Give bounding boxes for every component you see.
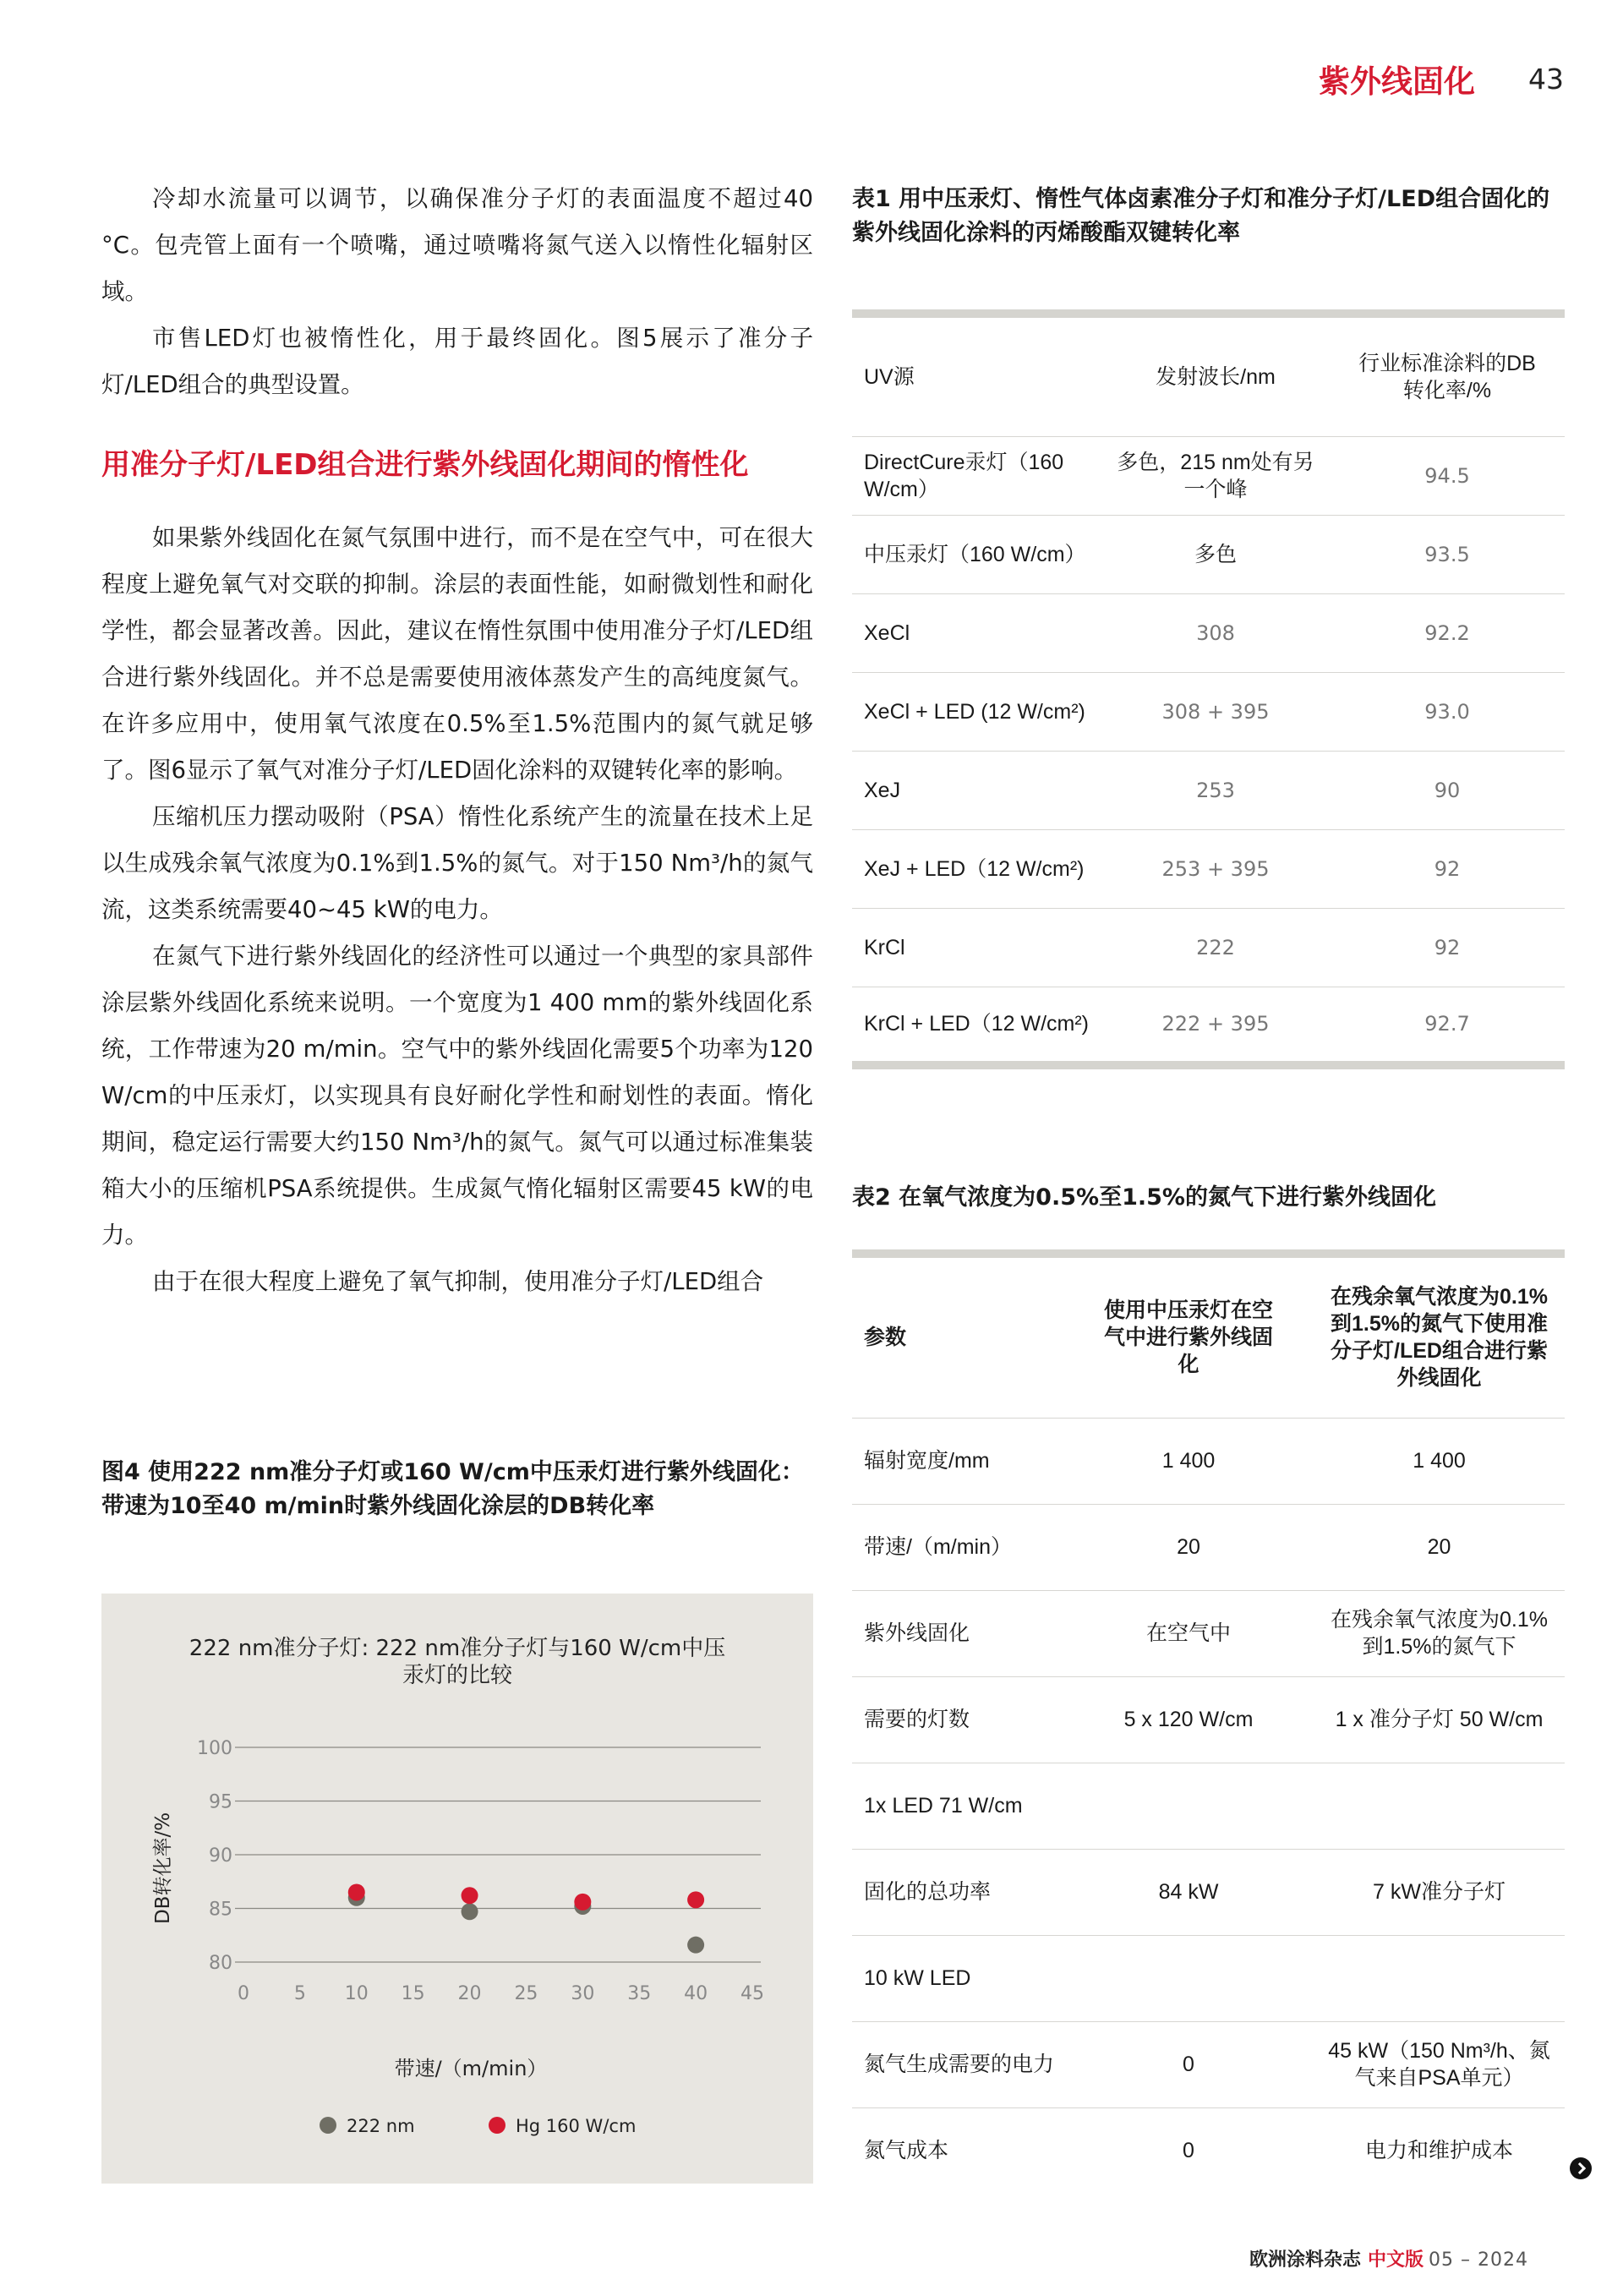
chart-x-tick-label: 20 [457, 1983, 482, 2004]
table-cell: 308 [1101, 593, 1330, 672]
table-cell [1063, 1935, 1314, 2021]
table-cell: DirectCure汞灯（160 W/cm） [852, 436, 1101, 515]
table-cell: 20 [1314, 1504, 1565, 1590]
table-cell: 紫外线固化 [852, 1590, 1063, 1676]
paragraph: 市售LED灯也被惰性化，用于最终固化。图5展示了准分子灯/LED组合的典型设置。 [101, 325, 813, 398]
paragraph: 由于在很大程度上避免了氧气抑制，使用准分子灯/LED组合 [152, 1268, 764, 1295]
table-cell: 0 [1063, 2021, 1314, 2107]
chart-y-tick-label: 100 [197, 1738, 232, 1759]
table-cell: 电力和维护成本 [1364, 2139, 1513, 2163]
table-row [852, 908, 1565, 987]
data-point-hg [574, 1894, 591, 1911]
table-row [852, 829, 1565, 908]
table-cell: KrCl [852, 908, 1101, 987]
data-point-hg [348, 1883, 365, 1900]
table-cell: 222 + 395 [1161, 1012, 1270, 1036]
chart-x-tick-label: 0 [238, 1983, 249, 2004]
table-cell: 45 kW（150 Nm³/h、氮气来自PSA单元） [1314, 2021, 1565, 2107]
table-cell: 7 kW准分子灯 [1314, 1849, 1565, 1935]
table-header-cell: 在残余氧气浓度为0.1%到1.5%的氮气下使用准分子灯/LED组合进行紫外线固化 [1314, 1254, 1565, 1418]
footer-edition: 中文版 [1368, 2250, 1424, 2271]
chart-x-axis-label: 带速/（m/min） [394, 2057, 548, 2080]
table-row [852, 1590, 1565, 1676]
chart-x-tick-label: 45 [740, 1983, 764, 2004]
conversion-chart [101, 1594, 813, 2184]
table-cell: 中压汞灯（160 W/cm） [852, 515, 1101, 593]
table-header-cell: 使用中压汞灯在空气中进行紫外线固化 [1063, 1254, 1314, 1418]
legend-marker [320, 2117, 336, 2134]
table-row [852, 2107, 1565, 2194]
chart-y-tick-label: 85 [209, 1899, 232, 1921]
chart-title-line1: 222 nm准分子灯: 222 nm准分子灯与160 W/cm中压 [189, 1636, 726, 1661]
table-cell: XeJ [852, 751, 1101, 829]
chart-x-tick-label: 25 [514, 1983, 538, 2004]
table-cell: 1 x 准分子灯 50 W/cm [1314, 1676, 1565, 1763]
table-cell: 92.7 [1424, 1012, 1470, 1036]
table-cell: XeCl [852, 593, 1101, 672]
table-cell: KrCl + LED（12 W/cm²) [864, 1012, 1090, 1036]
table-row [852, 1676, 1565, 1763]
page-number: 43 [1528, 63, 1564, 96]
table-cell: 92.2 [1330, 593, 1565, 672]
table-cell: 1 400 [1063, 1418, 1314, 1504]
table-header-row [852, 1254, 1565, 1418]
table-cell: 92 [1330, 829, 1565, 908]
table-header-cell: 发射波长/nm [1101, 314, 1330, 436]
table-cell: 多色，215 nm处有另一个峰 [1101, 436, 1330, 515]
table-cell: 1 400 [1314, 1418, 1565, 1504]
table-cell: 带速/（m/min） [852, 1504, 1063, 1590]
chart-svg [101, 1594, 813, 2184]
table-cell: 需要的灯数 [852, 1676, 1063, 1763]
table2-title: 表2 在氧气浓度为0.5%至1.5%的氮气下进行紫外线固化 [852, 1184, 1436, 1211]
table-cell: 90 [1330, 751, 1565, 829]
chart-y-tick-label: 90 [209, 1845, 232, 1867]
table-row [852, 987, 1565, 1065]
table-cell: 93.0 [1330, 672, 1565, 751]
table-cell: 222 [1101, 908, 1330, 987]
table-cell [1314, 1763, 1565, 1849]
table1 [852, 309, 1565, 1069]
table-cell [1063, 1763, 1314, 1849]
table-cell [1314, 1935, 1565, 2021]
table-row [852, 672, 1565, 751]
table-cell: 93.5 [1330, 515, 1565, 593]
chart-y-tick-label: 80 [209, 1953, 232, 1974]
table-cell: 在残余氧气浓度为0.1%到1.5%的氮气下 [1314, 1590, 1565, 1676]
table-cell: 辐射宽度/mm [852, 1418, 1063, 1504]
table-row [852, 436, 1565, 515]
paragraph: 冷却水流量可以调节，以确保准分子灯的表面温度不超过40 °C。包壳管上面有一个喷嘴，通过喷嘴将氮气送入以惰性化辐射区域。 [101, 185, 813, 305]
article-subheading: 用准分子灯/LED组合进行紫外线固化期间的惰性化 [101, 448, 749, 482]
footer [1249, 2245, 1528, 2271]
table-cell: 253 + 395 [1101, 829, 1330, 908]
table-cell: 氮气生成需要的电力 [852, 2021, 1063, 2107]
table-row [852, 593, 1565, 672]
chart-x-tick-label: 10 [344, 1983, 369, 2004]
table-header-cell: UV源 [852, 314, 1101, 436]
footer-issue: 05 – 2024 [1429, 2250, 1528, 2271]
chart-x-tick-label: 5 [293, 1983, 306, 2004]
table-cell: 84 kW [1063, 1849, 1314, 1935]
data-point-hg [687, 1891, 704, 1908]
chart-y-tick-label: 95 [209, 1791, 232, 1813]
next-page-icon[interactable] [1570, 2157, 1592, 2179]
legend-marker [489, 2117, 505, 2134]
figure-caption: 图4 使用222 nm准分子灯或160 W/cm中压汞灯进行紫外线固化：带速为10至40 m/min时紫外线固化涂层的DB转化率 [101, 1459, 804, 1519]
table-cell: 5 x 120 W/cm [1063, 1676, 1314, 1763]
table-row [852, 751, 1565, 829]
chart-x-tick-label: 15 [401, 1983, 425, 2004]
table-cell: 10 kW LED [852, 1935, 1063, 2021]
table-cell: 0 [1183, 2139, 1194, 2163]
table-row [852, 1849, 1565, 1935]
table-cell: 92 [1330, 908, 1565, 987]
table-row [852, 1418, 1565, 1504]
data-point-hg [462, 1887, 478, 1904]
table2 [852, 1249, 1565, 2194]
table-header-cell: 行业标准涂料的DB转化率/% [1330, 314, 1565, 436]
data-point-222nm [462, 1903, 478, 1920]
table-cell: XeJ + LED（12 W/cm²) [852, 829, 1101, 908]
paragraph: 在氮气下进行紫外线固化的经济性可以通过一个典型的家具部件涂层紫外线固化系统来说明。一个宽度为1 400 mm的紫外线固化系统，工作带速为20 m/min。空气中的紫外线固化需要5个功率为120 W/cm的中压汞灯，以实现具有良好耐化学性和耐划性的表面。惰化期间，稳定运行需要大约150 Nm³/h的氮气。氮气可以通过标准集装箱大小的压缩机PSA系统提供。生成氮气惰化辐射区需要45 kW的电力。 [101, 943, 813, 1249]
table-cell: 多色 [1101, 515, 1330, 593]
table-cell: XeCl + LED (12 W/cm²) [852, 672, 1101, 751]
table-cell: 20 [1063, 1504, 1314, 1590]
table-header-cell: 参数 [852, 1254, 1063, 1418]
legend-label: Hg 160 W/cm [516, 2116, 637, 2136]
section-title: 紫外线固化 [1319, 63, 1475, 100]
table-row [852, 2021, 1565, 2107]
table-cell: 308 + 395 [1101, 672, 1330, 751]
chart-x-tick-label: 30 [571, 1983, 595, 2004]
legend-label: 222 nm [347, 2116, 415, 2136]
table-row [852, 1504, 1565, 1590]
table1-title: 表1 用中压汞灯、惰性气体卤素准分子灯和准分子灯/LED组合固化的紫外线固化涂料的丙烯酸酯双键转化率 [852, 186, 1550, 246]
chart-x-tick-label: 35 [627, 1983, 652, 2004]
table-cell: 氮气成本 [864, 2139, 949, 2163]
table-cell: 94.5 [1330, 436, 1565, 515]
chart-y-axis-label: DB转化率/% [152, 1812, 174, 1925]
table-header-row [852, 314, 1565, 436]
chart-title-line2: 汞灯的比较 [402, 1663, 513, 1688]
footer-magazine: 欧洲涂料杂志 [1249, 2250, 1362, 2271]
table-cell: 1x LED 71 W/cm [852, 1763, 1063, 1849]
data-point-222nm [687, 1937, 704, 1954]
paragraph: 压缩机压力摆动吸附（PSA）惰性化系统产生的流量在技术上足以生成残余氧气浓度为0.1%到1.5%的氮气。对于150 Nm³/h的氮气流，这类系统需要40~45 kW的电力。 [101, 803, 813, 923]
article-body [101, 176, 813, 1305]
table-row [852, 515, 1565, 593]
table-row [852, 1935, 1565, 2021]
paragraph: 如果紫外线固化在氮气氛围中进行，而不是在空气中，可在很大程度上避免氧气对交联的抑制。涂层的表面性能，如耐微划性和耐化学性，都会显著改善。因此，建议在惰性氛围中使用准分子灯/LED组合进行紫外线固化。并不总是需要使用液体蒸发产生的高纯度氮气。在许多应用中，使用氧气浓度在0.5%至1.5%范围内的氮气就足够了。图6显示了氧气对准分子灯/LED固化涂料的双键转化率的影响。 [101, 524, 813, 784]
table-row [852, 1763, 1565, 1849]
table-cell: 在空气中 [1063, 1590, 1314, 1676]
table-cell: 固化的总功率 [852, 1849, 1063, 1935]
table-cell: 253 [1101, 751, 1330, 829]
chart-x-tick-label: 40 [684, 1983, 708, 2004]
